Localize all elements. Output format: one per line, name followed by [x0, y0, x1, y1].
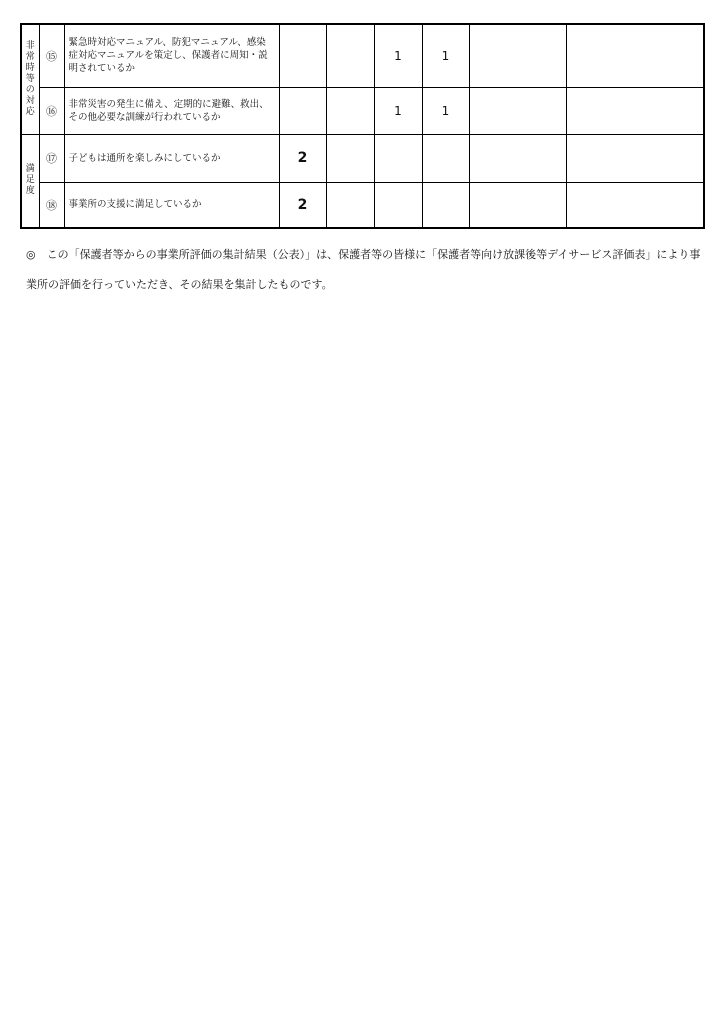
value-cell — [374, 182, 422, 228]
value-cell — [326, 87, 374, 134]
value-cell — [566, 24, 704, 87]
value-cell: 2 — [279, 182, 326, 228]
table-row — [21, 24, 704, 87]
category-cell-emergency: 非 常 時 等 の 対 応 — [21, 24, 39, 134]
question-text: 子どもは通所を楽しみにしているか — [64, 134, 279, 182]
value-cell: 1 — [422, 87, 469, 134]
value-cell — [469, 87, 566, 134]
question-number: ⑱ — [39, 182, 64, 228]
category-cell-satisfaction: 満 足 度 — [21, 134, 39, 228]
value-cell: 2 — [279, 134, 326, 182]
value-cell — [566, 87, 704, 134]
value-cell — [326, 182, 374, 228]
value-cell — [469, 182, 566, 228]
value-cell — [279, 87, 326, 134]
value-cell: 1 — [374, 24, 422, 87]
value-cell — [326, 24, 374, 87]
table-row — [21, 182, 704, 228]
value-cell — [469, 134, 566, 182]
value-cell — [422, 134, 469, 182]
question-text: 非常災害の発生に備え、定期的に避難、救出、その他必要な訓練が行われているか — [64, 87, 279, 134]
value-cell — [279, 24, 326, 87]
question-text: 事業所の支援に満足しているか — [64, 182, 279, 228]
table-row — [21, 87, 704, 134]
footnote: ◎ この「保護者等からの事業所評価の集計結果（公表）」は、保護者等の皆様に「保護者等向け放課後等デイサービス評価表」により事業所の評価を行っていただき、その結果を集計したものです。 — [26, 248, 701, 291]
value-cell — [374, 134, 422, 182]
question-number: ⑰ — [39, 134, 64, 182]
value-cell — [469, 24, 566, 87]
value-cell: 1 — [422, 24, 469, 87]
question-number: ⑮ — [39, 24, 64, 87]
value-cell — [422, 182, 469, 228]
value-cell — [566, 134, 704, 182]
question-number: ⑯ — [39, 87, 64, 134]
value-cell: 1 — [374, 87, 422, 134]
value-cell — [566, 182, 704, 228]
value-cell — [326, 134, 374, 182]
table-row — [21, 134, 704, 182]
evaluation-table — [20, 23, 705, 229]
question-text: 緊急時対応マニュアル、防犯マニュアル、感染症対応マニュアルを策定し、保護者に周知・説明されているか — [64, 24, 279, 87]
